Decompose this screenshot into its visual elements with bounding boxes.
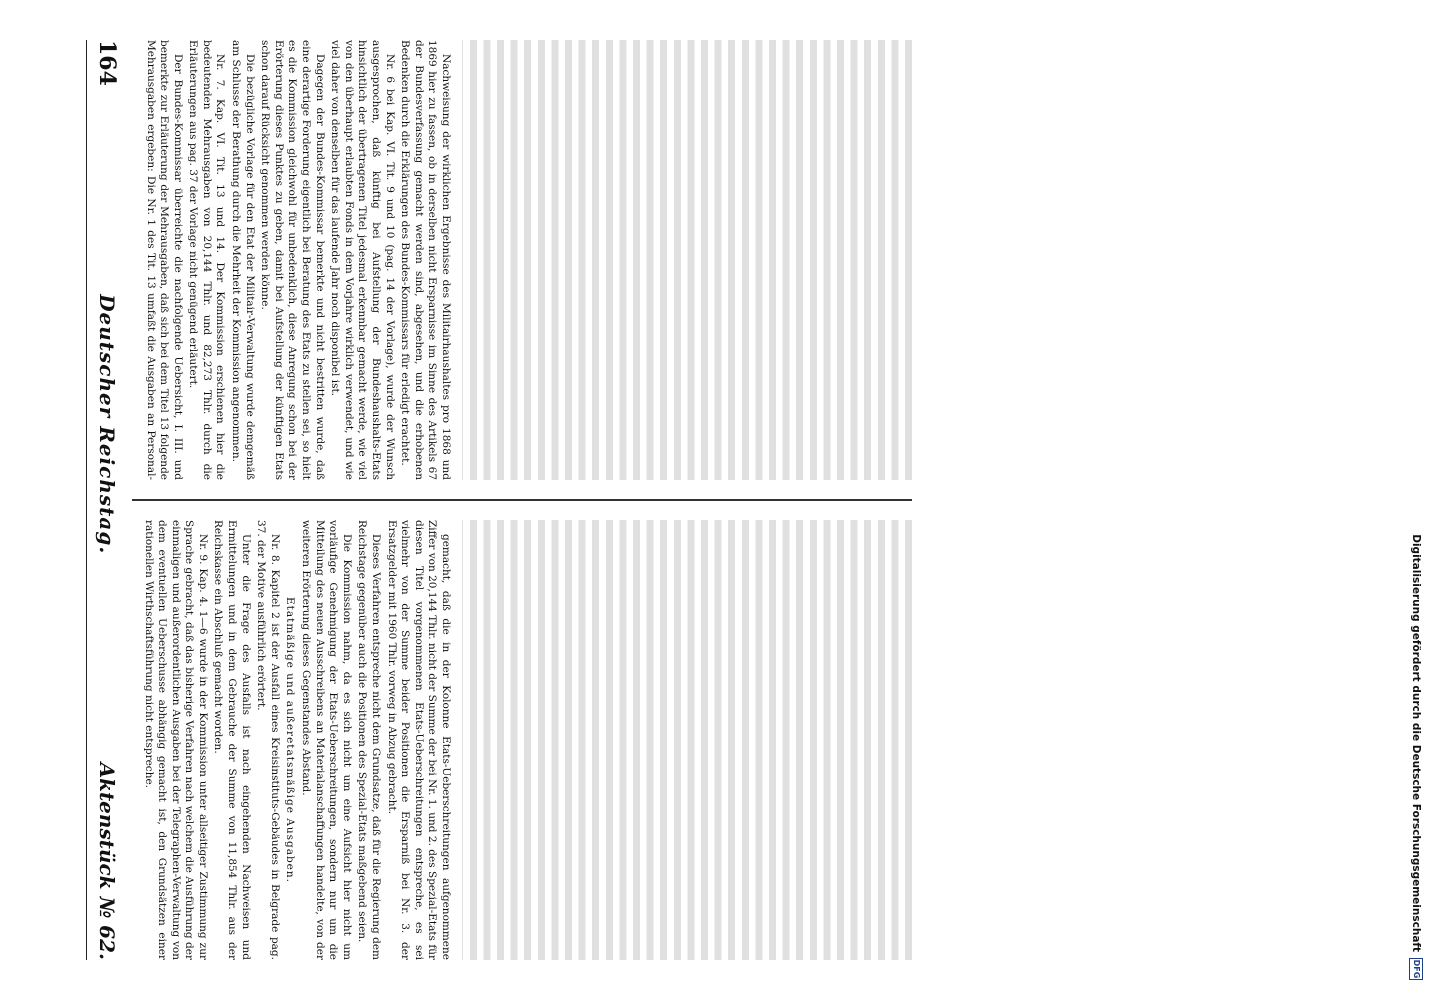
paragraph: gemacht, daß die in der Kolonne Etats-Ueberschreitungen aufgenommene Ziffer von 20,144 Thlr. nicht der Summe der bei Nr. 1. und 2. des Spezial-Etats für diesen Titel vorgenommenen Etats-Ueberschreitungen entspreche, es sei vielmehr von der Summe beider Positionen die Ersparniß bei Nr. 3. der Ersatzgelder mit 1960 Thlr. vorweg in Abzug gebracht. <box>385 520 452 960</box>
right-column <box>142 520 452 960</box>
left-column-continuation <box>462 40 912 480</box>
paragraph: Dieses Verfahren entspreche nicht dem Grundsatze, daß für die Regierung dem Reichstage gegenüber auch die Positionen des Spezial-Etats maßgebend seien. <box>356 520 383 960</box>
paragraph: Die Kommission nahm, da es sich nicht um eine Aufsicht hier nicht um vorläufige Genehmigung der Etats-Ueberschreitungen, sondern nur um die Mitteilung des neuen Ausschreibens an Materialanschaffungen handelte, von der weiteren Erörterung dieses Gegenstandes Abstand. <box>300 520 353 960</box>
paragraph: Der Bundes-Kommissar überreichte die nachfolgende Uebersicht, I. III. und bemerkte zur Erläuterung der Mehrausgaben, daß sich bei dem Titel 13 folgende Mehrausgaben ergeben: Die Nr. 1 des Tit. 13 umfaßt die Ausgaben an Personal- <box>144 40 184 480</box>
dfg-logo-icon: DFG <box>1409 958 1423 980</box>
page-title: Deutscher Reichstag. <box>95 294 119 555</box>
column-divider <box>132 499 912 501</box>
right-column-continuation <box>462 520 912 960</box>
paragraph: Nr. 6 bei Kap. VI. Tit. 9 und 10 (pag. 14 der Vorlage), wurde der Wunsch ausgesprochen, daß künftig bei Aufstellung der Bundeshaushalts-Etats hinsichtlich der übertragenen Titel jedesmal erkennbar gemacht werde, wie viel von den überhaupt erlaubten Fonds in dem Vorjahre wirklich verwendet, und wie viel daher von denselben für das laufende Jahr noch disponibel ist. <box>329 40 396 480</box>
page-number: 164 <box>94 40 120 86</box>
digitization-credit <box>1408 20 1424 980</box>
left-column <box>142 40 452 480</box>
paragraph: Unter die Frage des Ausfalls ist nach eingehenden Nachweisen und Ermittelungen und in dem Gebrauche der Summe von 11,854 Thlr. aus der Reichskasse ein Abschluß gemacht worden. <box>212 520 252 960</box>
paragraph: Nachweisung der wirklichen Ergebnisse des Militairhaushaltes pro 1868 und 1869 hier zu fassen, ob in derselben nicht Ersparnisse im Sinne des Artikels 67 der Bundesverfassung gemacht werden sind, abgesehen, und die erhobenen Bedenken durch die Erklärungen des Bundes-Kommissars für erledigt erachtet. <box>399 40 452 480</box>
paragraph: Dagegen der Bundes-Kommissar bemerkte und nicht bestritten wurde, daß eine derartige Forderung eigentlich bei Beratung des Etats zu stellen sei, so hielt es die Kommission gleichwohl für unbedenklich, diese Anregung schon bei der Erörterung dieses Punktes zu geben, damit bei Aufstellung der künftigen Etats schon darauf Rücksicht genommen werden könne. <box>259 40 326 480</box>
paragraph: Nr. 7. Kap. VI. Tit. 13 und 14. Der Kommission erschienen hier die bedeutenden Mehrausgaben von 20,144 Thlr. und 82,273 Thlr. durch die Erläuterungen aus pag. 37 der Vorlage nicht genügend erläutert. <box>187 40 227 480</box>
paragraph: Nr. 9. Kap. 4. 1—6 wurde in der Kommission unter allseitiger Zustimmung zur Sprache gebracht, daß das bisherige Verfahren nach welchem die Ausführung der einmaligen und außerordentlichen Ausgaben bei der Telegraphen-Verwaltung von dem eventuellen Ueberschusse abhängig gemacht ist, den Grundsätzen einer rationellen Wirthschaftsführung nicht entspreche. <box>142 520 209 960</box>
credit-text: Digitalisierung gefördert durch die Deutsche Forschungsgemeinschaft <box>1410 534 1422 952</box>
page-header <box>86 40 127 960</box>
document-number: Aktenstück № 62. <box>95 762 119 960</box>
paragraph: Nr. 8. Kapitel 2 ist der Ausfall eines Kreisinstituts-Gebäudes in Belgrade pag. 37. der Motive ausführlich erörtert. <box>255 520 281 960</box>
section-heading: Etatmäßige und außeretatsmäßige Ausgaben. <box>284 597 297 883</box>
paragraph: Die bezügliche Vorlage für den Etat der Militair-Verwaltung wurde demgemäß am Schlusse der Berathung durch die Mehrheit der Kommission angenommen. <box>230 40 256 480</box>
